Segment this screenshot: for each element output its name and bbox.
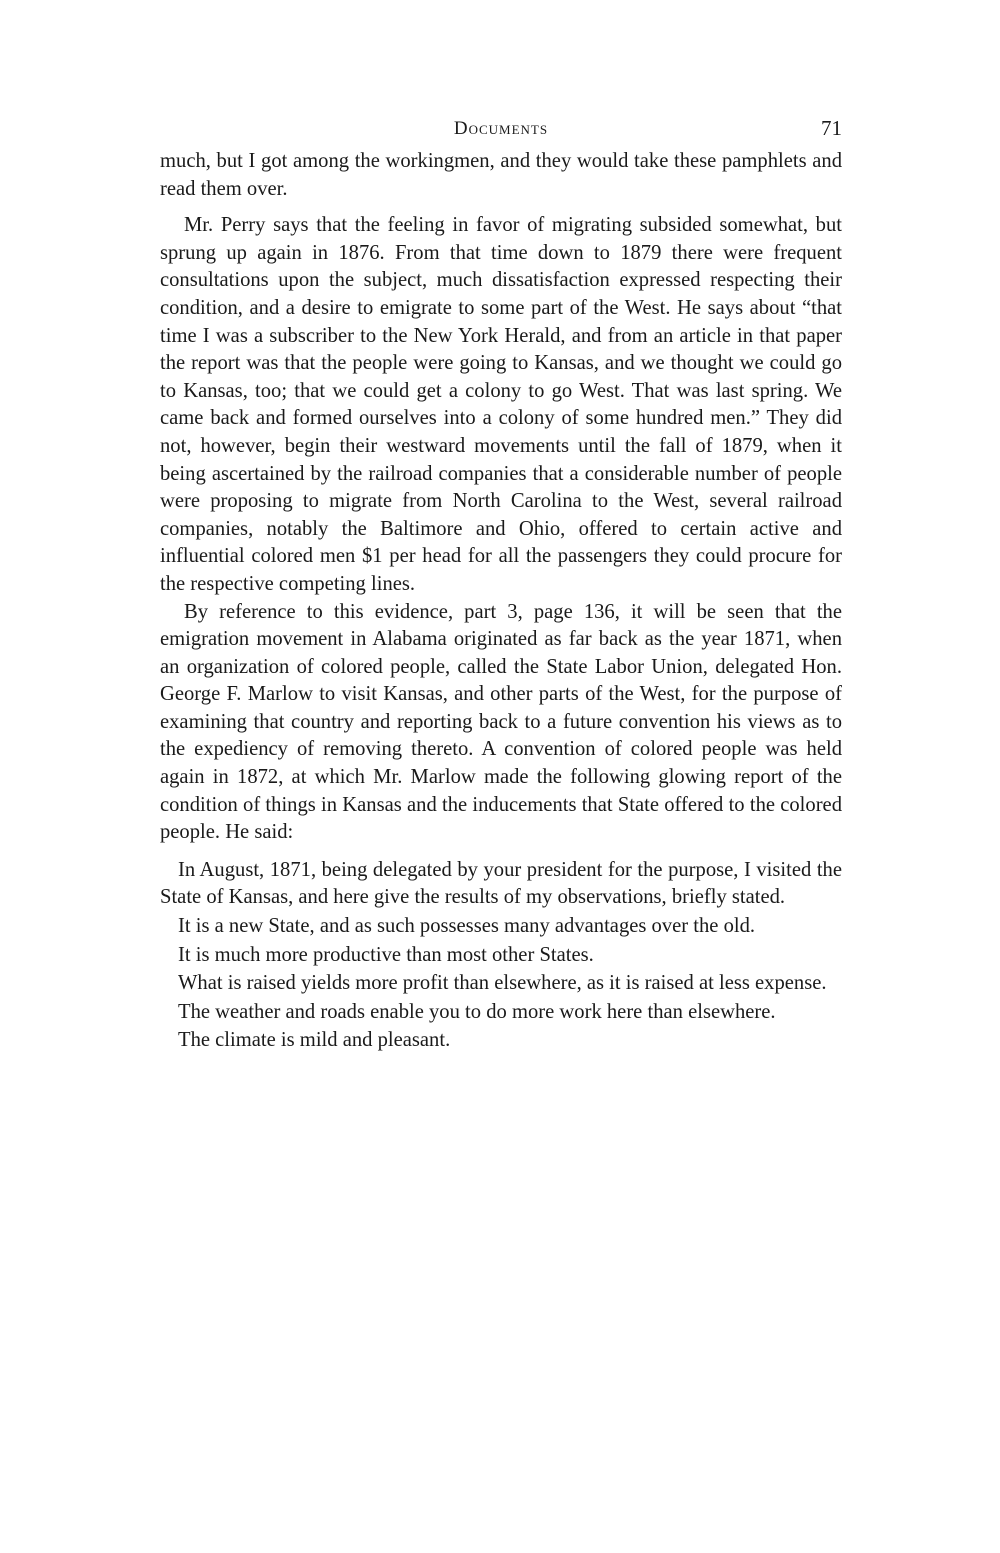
quote-paragraph: In August, 1871, being delegated by your president for the purpose, I visited the State of Kansas, and here give the results of my observations, briefly stated. [160, 858, 842, 909]
quote-paragraph: It is much more productive than most other States. [178, 943, 594, 966]
quote-paragraph: The weather and roads enable you to do more work here than elsewhere. [178, 1000, 776, 1023]
running-header [160, 112, 842, 148]
running-title: Documents [453, 118, 549, 139]
paragraph-alabama-emigration: By reference to this evidence, part 3, page 136, it will be seen that the emigration movement in Alabama originated as far back as the year 1871, when an organization of colored people, called the State Labor Union, delegated Hon. George F. Marlow to visit Kansas, and other parts of the West, for the purpose of examining that country and reporting back to a future convention his views as to the expediency of removing thereto. A convention of colored people was held again in 1872, at which Mr. Marlow made the following glowing report of the condition of things in Kansas and the inducements that State offered to the colored people. He said: [160, 600, 842, 844]
paragraph-perry-migration: Mr. Perry says that the feeling in favor of migrating subsided somewhat, but sprung up again in 1876. From that time down to 1879 there were frequent consultations upon the subject, much dissatisfaction expressed respecting their condition, and a desire to emigrate to some part of the West. He says about “that time I was a subscriber to the New York Herald, and from an article in that paper the report was that the people were going to Kansas, and we thought we could go to Kansas, too; that we could get a colony to go West. That was last spring. We came back and formed ourselves into a colony of some hundred men.” They did not, however, begin their westward movements until the fall of 1879, when it being ascertained by the railroad companies that a considerable number of people were proposing to migrate from North Carolina to the West, several railroad companies, notably the Baltimore and Ohio, offered to certain active and influential colored men $1 per head for all the passengers they could procure for the respective competing lines. [160, 214, 842, 595]
paragraph-continued: much, but I got among the workingmen, and they would take these pamphlets and read them over. [160, 150, 842, 200]
quote-paragraph: The climate is mild and pleasant. [178, 1029, 451, 1052]
quote-paragraph: What is raised yields more profit than elsewhere, as it is raised at less expense. [178, 972, 827, 995]
quote-paragraph: It is a new State, and as such possesses many advantages over the old. [178, 915, 756, 938]
page-content [160, 112, 842, 1055]
quoted-report [160, 857, 842, 1055]
body-text [160, 148, 842, 847]
page-number: 71 [821, 116, 842, 140]
